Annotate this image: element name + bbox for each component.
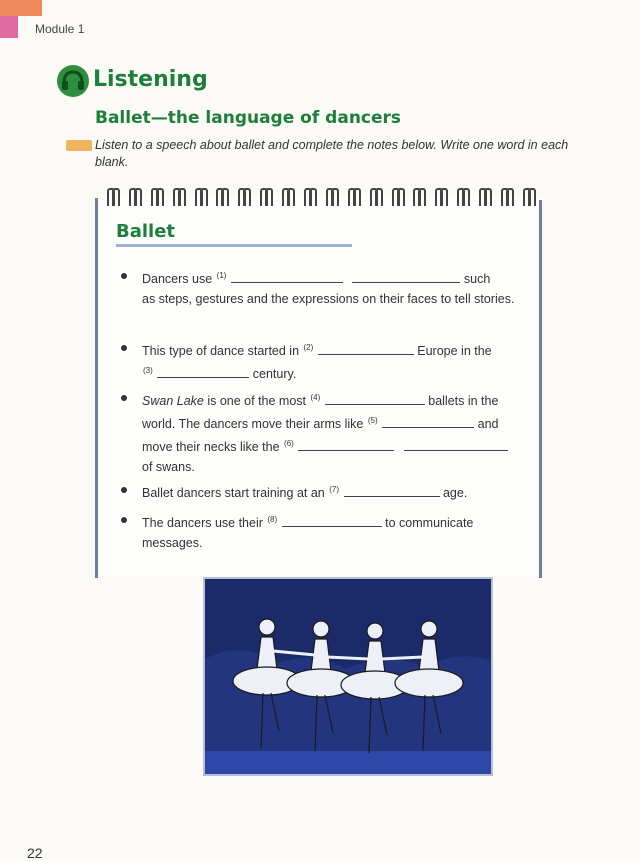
- ring-icon: [369, 186, 381, 206]
- answer-blank-1b[interactable]: [352, 270, 460, 283]
- note-text: century.: [252, 367, 297, 382]
- ballet-dancers-drawing: [205, 579, 491, 774]
- ring-icon: [150, 186, 162, 206]
- sub-title: Ballet—the language of dancers: [95, 108, 402, 128]
- bullet-icon: [121, 345, 127, 351]
- notes-heading: Ballet: [116, 221, 176, 242]
- ring-icon: [194, 186, 206, 206]
- note-text: Ballet dancers start training at an: [142, 486, 325, 501]
- notebook-border-right: [539, 200, 542, 578]
- ring-icon: [456, 186, 468, 206]
- ring-icon: [106, 186, 118, 206]
- note-text: world. The dancers move their arms like: [142, 417, 364, 432]
- note-1: [142, 266, 532, 309]
- note-text: Europe in the: [417, 344, 492, 359]
- answer-blank-7[interactable]: [344, 484, 440, 497]
- note-text: such: [463, 272, 491, 287]
- note-text: of swans.: [142, 460, 195, 475]
- note-4: [142, 480, 532, 503]
- corner-tab-pink: [0, 16, 18, 38]
- answer-blank-3[interactable]: [157, 365, 249, 378]
- blank-number: (1): [216, 271, 227, 280]
- instruction-text: Listen to a speech about ballet and complete the notes below. Write one word in each blank.: [95, 138, 569, 169]
- page-number: 22: [27, 845, 43, 861]
- ring-icon: [303, 186, 315, 206]
- note-2: [142, 338, 532, 384]
- answer-blank-6[interactable]: [298, 438, 394, 451]
- blank-number: (5): [367, 416, 378, 426]
- ring-icon: [478, 186, 490, 206]
- note-text: to communicate: [385, 516, 474, 531]
- note-text: This type of dance started in: [142, 344, 300, 359]
- note-5: [142, 510, 532, 553]
- ring-icon: [237, 186, 249, 206]
- note-text: ballets in the: [428, 394, 499, 409]
- heading-underline: [116, 244, 352, 247]
- ring-icon: [522, 186, 534, 206]
- instruction-marker: [66, 140, 92, 151]
- ring-icon: [412, 186, 424, 206]
- note-text-italic: Swan Lake: [142, 394, 204, 409]
- answer-blank-1[interactable]: [231, 270, 343, 283]
- note-text: messages.: [142, 536, 203, 551]
- bullet-icon: [121, 487, 127, 493]
- note-text: The dancers use their: [142, 516, 263, 531]
- ring-icon: [259, 186, 271, 206]
- answer-blank-5[interactable]: [382, 415, 474, 428]
- section-title: Listening: [93, 67, 208, 92]
- note-text: as steps, gestures and the expressions on their faces to tell stories.: [142, 292, 515, 307]
- note-3: [142, 388, 532, 477]
- blank-number: (2): [303, 343, 314, 352]
- ballet-illustration: [203, 577, 493, 776]
- note-text: age.: [442, 486, 468, 501]
- bullet-icon: [121, 395, 127, 401]
- ring-icon: [128, 186, 140, 206]
- notebook-rings: [106, 186, 534, 208]
- ring-icon: [434, 186, 446, 206]
- blank-number: (3): [143, 366, 153, 376]
- headphone-icon: [56, 64, 90, 98]
- answer-blank-4[interactable]: [325, 392, 425, 405]
- blank-number: (4): [310, 393, 321, 402]
- note-text: is one of the most: [207, 394, 307, 409]
- corner-tab-orange: [0, 0, 42, 16]
- blank-number: (8): [267, 515, 278, 524]
- ring-icon: [281, 186, 293, 206]
- ring-icon: [172, 186, 184, 206]
- ring-icon: [500, 186, 512, 206]
- blank-number: (6): [284, 439, 294, 449]
- answer-blank-8[interactable]: [282, 514, 382, 527]
- note-text: move their necks like the: [142, 440, 280, 455]
- notebook-border-left: [95, 198, 98, 578]
- note-text: and: [477, 417, 499, 432]
- module-label: Module 1: [35, 22, 85, 36]
- bullet-icon: [121, 517, 127, 523]
- ring-icon: [391, 186, 403, 206]
- note-text: Dancers use: [142, 272, 213, 287]
- bullet-icon: [121, 273, 127, 279]
- ring-icon: [215, 186, 227, 206]
- ring-icon: [347, 186, 359, 206]
- ring-icon: [325, 186, 337, 206]
- answer-blank-2[interactable]: [318, 342, 414, 355]
- blank-number: (7): [329, 485, 340, 494]
- answer-blank-6b[interactable]: [404, 438, 508, 451]
